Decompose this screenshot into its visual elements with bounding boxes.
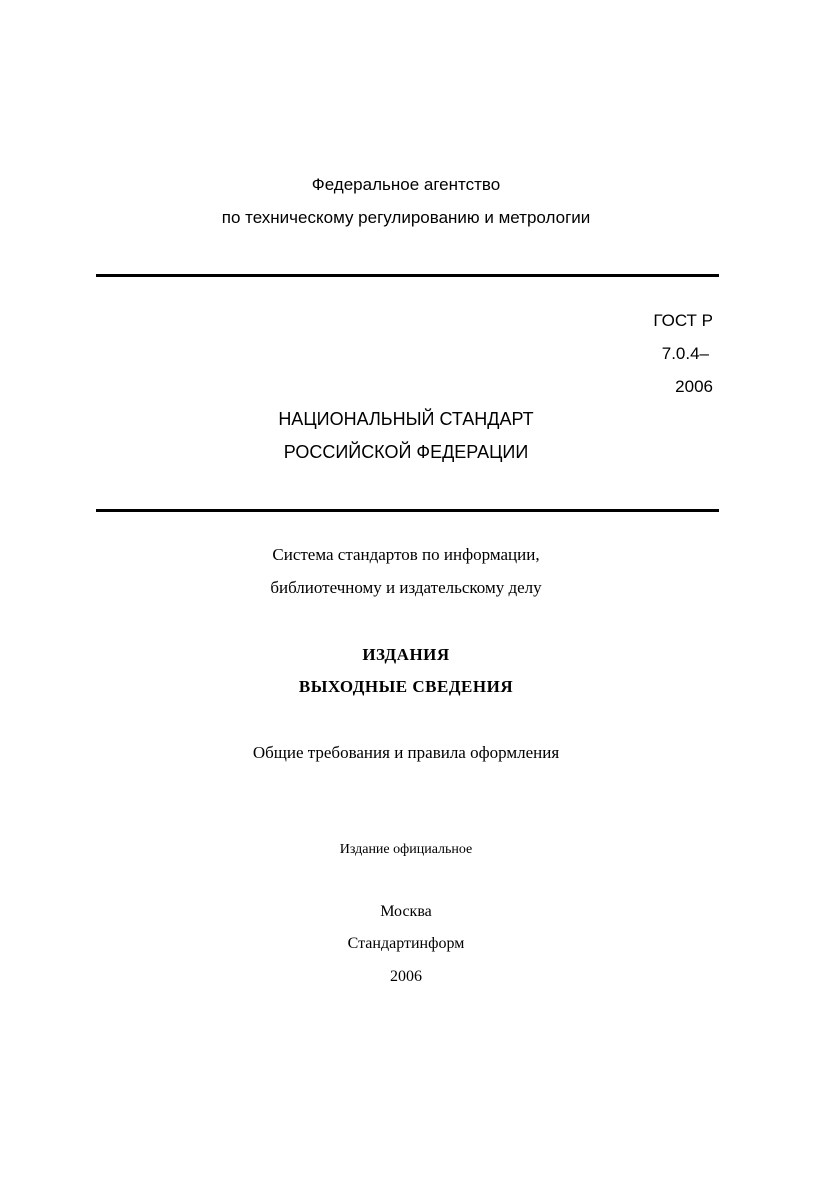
standard-designation-line-1: ГОСТ Р [653,311,713,330]
official-edition-label: Издание официальное [339,842,473,857]
imprint-publisher: Стандартинформ [347,935,465,952]
imprint-city: Москва [380,903,432,920]
national-standard-line-2: РОССИЙСКОЙ ФЕДЕРАЦИИ [283,442,529,462]
bottom-divider [96,509,719,512]
document-subtitle: Общие требования и правила оформления [252,743,560,762]
agency-name-line-1: Федеральное агентство [311,175,501,194]
imprint-year: 2006 [390,968,422,985]
standard-designation-line-3: 2006 [675,377,713,396]
national-standard-line-1: НАЦИОНАЛЬНЫЙ СТАНДАРТ [278,409,534,429]
agency-name-line-2: по техническому регулированию и метрологии [221,208,591,227]
document-title-line-1: ИЗДАНИЯ [362,645,450,664]
top-divider [96,274,719,277]
series-title-line-2: библиотечному и издательскому делу [270,578,542,597]
standard-designation-line-2: 7.0.4– [661,344,709,363]
series-title-line-1: Система стандартов по информации, [272,545,540,564]
document-title-line-2: ВЫХОДНЫЕ СВЕДЕНИЯ [298,677,514,696]
